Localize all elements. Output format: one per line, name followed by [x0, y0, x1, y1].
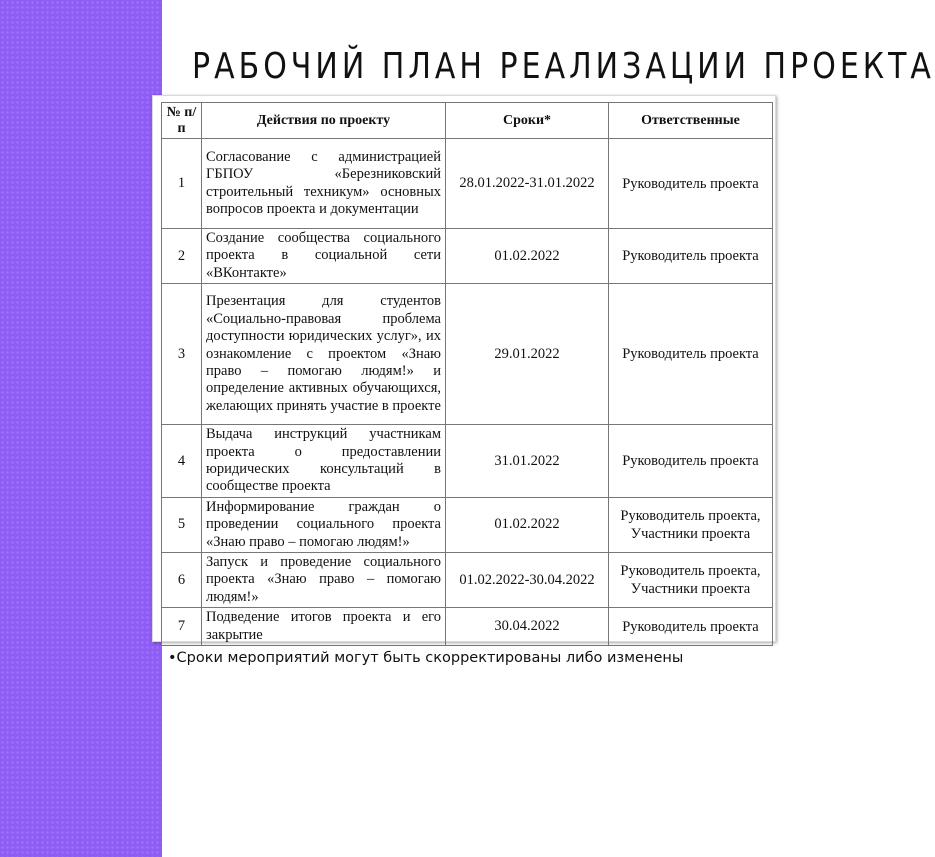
row-responsible: Руководитель проекта, Участники проекта [609, 553, 773, 608]
row-num: 5 [162, 497, 202, 552]
row-action: Выдача инструкций участникам проекта о предоставлении юридических консультаций в сообществе проекта [202, 425, 446, 498]
row-date: 01.02.2022 [446, 229, 609, 284]
header-action: Действия по проекту [202, 103, 446, 139]
table-header-row [162, 103, 773, 139]
header-responsible: Ответственные [609, 103, 773, 139]
header-num: № п/п [162, 103, 202, 139]
header-date: Сроки* [446, 103, 609, 139]
row-responsible: Руководитель проекта [609, 425, 773, 498]
table-row [162, 608, 773, 646]
row-num: 4 [162, 425, 202, 498]
row-responsible: Руководитель проекта [609, 284, 773, 425]
table-row [162, 497, 773, 552]
table-row [162, 284, 773, 425]
row-num: 2 [162, 229, 202, 284]
page-title: РАБОЧИЙ ПЛАН РЕАЛИЗАЦИИ ПРОЕКТА [192, 46, 935, 88]
row-action: Подведение итогов проекта и его закрытие [202, 608, 446, 646]
row-action: Запуск и проведение социального проекта «Знаю право – помогаю людям!» [202, 553, 446, 608]
row-responsible: Руководитель проекта [609, 139, 773, 229]
table-row [162, 425, 773, 498]
row-num: 7 [162, 608, 202, 646]
footnote: •Сроки мероприятий могут быть скорректированы либо изменены [168, 650, 684, 666]
row-date: 31.01.2022 [446, 425, 609, 498]
row-num: 1 [162, 139, 202, 229]
row-date: 30.04.2022 [446, 608, 609, 646]
plan-table-container [152, 95, 776, 642]
plan-table [161, 102, 773, 646]
row-date: 29.01.2022 [446, 284, 609, 425]
row-num: 6 [162, 553, 202, 608]
row-date: 01.02.2022 [446, 497, 609, 552]
table-row [162, 139, 773, 229]
row-action: Информирование граждан о проведении социального проекта «Знаю право – помогаю людям!» [202, 497, 446, 552]
row-responsible: Руководитель проекта, Участники проекта [609, 497, 773, 552]
row-action: Создание сообщества социального проекта в социальной сети «ВКонтакте» [202, 229, 446, 284]
row-action: Согласование с администрацией ГБПОУ «Березниковский строительный техникум» основных вопросов проекта и документации [202, 139, 446, 229]
row-date: 01.02.2022-30.04.2022 [446, 553, 609, 608]
decorative-side-bar [0, 0, 162, 857]
row-num: 3 [162, 284, 202, 425]
row-responsible: Руководитель проекта [609, 229, 773, 284]
table-row [162, 553, 773, 608]
table-row [162, 229, 773, 284]
row-responsible: Руководитель проекта [609, 608, 773, 646]
row-action: Презентация для студентов «Социально-правовая проблема доступности юридических услуг», их ознакомление с проектом «Знаю право – помогаю людям!» и определение активных обучающихся, желающих принять участие в проекте [202, 284, 446, 425]
row-date: 28.01.2022-31.01.2022 [446, 139, 609, 229]
